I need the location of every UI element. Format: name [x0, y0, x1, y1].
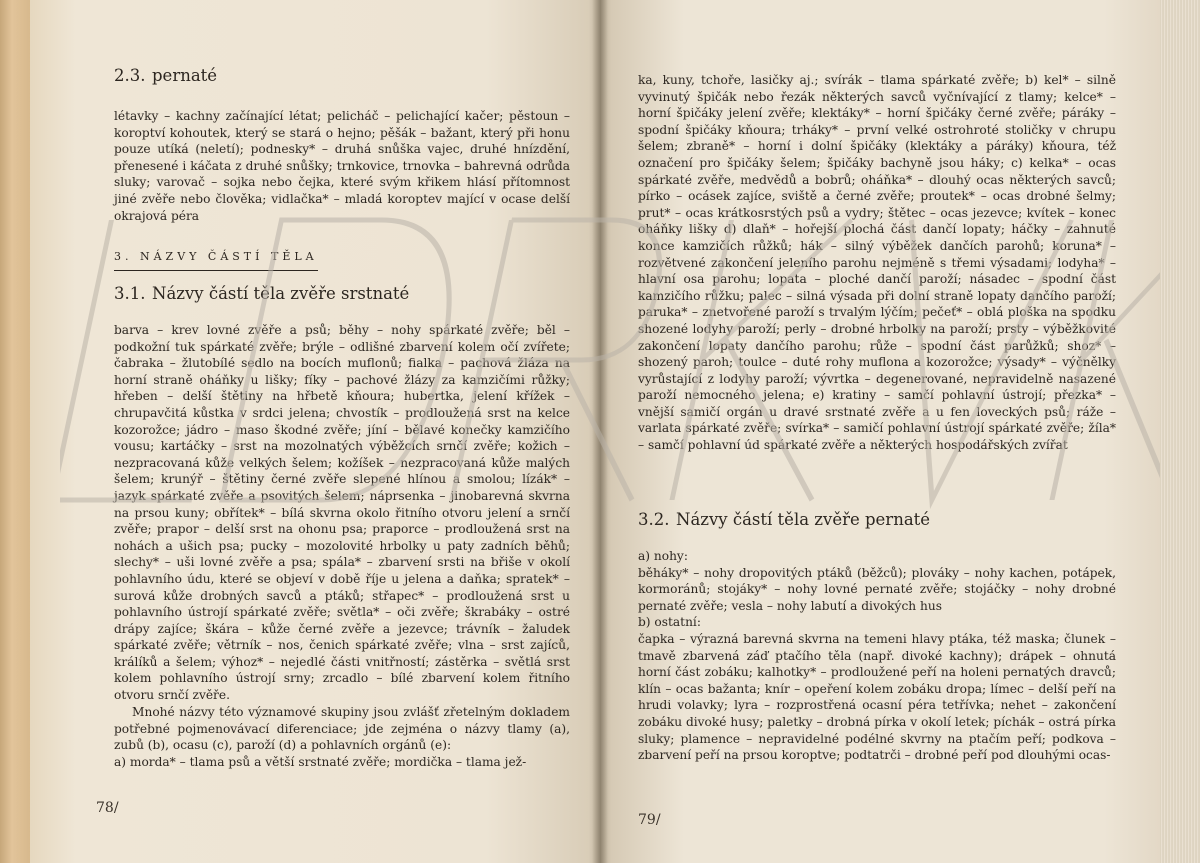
subsection-number: 3.1.	[114, 284, 146, 303]
srstnate-paragraph: barva – krev lovné zvěře a psů; běhy – nohy spárkaté zvěře; běl – podkožní tuk spárkaté zvěře; brýle – odlišné zbarvení kolem očí zvířete; čabraka – žlutobílé sedlo na bocích muflonů; fialka – pachová žláza na horní straně oháňky u lišky; fíky – pachové žlázy za kamzičími růžky; hřeben – delší štětiny na hřbetě kňoura; hubertka, jelení křížek – chrupavčitá kůstka v srdci jelena; chvostík – prodloužená srst na kelce kozorožce; jádro – maso škodné zvěře; jíní – bělavé konečky kamzičího vousu; kartáčky – srst na mozolnatých výběžcích srnčí zvěře; kožich – nezpracovaná kůže velkých šelem; kožíšek – nezpracovaná kůže malých šelem; krunýř – štětiny černé zvěře slepené hlínou a smolou; lízák* – jazyk spárkaté zvěře a psovitých šelem; náprsenka – jinobarevná skvrna na prsou kuny; obřítek* – bílá skvrna okolo řitního otvoru jelení a srnčí zvěře; prapor – delší srst na ohonu psa; praporce – prodloužená srst na nohách a ušich psa; pucky – mozolovité hrbolky u paty zadních běhů; slechy* – uši lovné zvěře a psa; spála* – zbarvení srsti na břiše v okolí pohlavního údu, které se objeví v době říje u jelena a daňka; spratek* – surová kůže drobných savců a ptáků; střapec* – prodloužená srst u pohlavního ústrojí spárkaté zvěře; světla* – oči zvěře; škrabáky – ostré drápy zajíce; škára – kůže černé zvěře a jezevce; trávník – žaludek spárkaté zvěře; větrník – nos, čenich spárkaté zvěře; vlna – srst zajíců, králíků a šelem; výhoz* – nejedlé části vnitřností; zástěrka – světlá srst kolem pohlavního ústrojí srny; zrcadlo – bílé zbarvení kolem řitního otvoru srnčí zvěře.	[114, 323, 570, 703]
section-title: pernaté	[152, 66, 218, 85]
pernate-paragraph: létavky – kachny začínající létat; pelicháč – pelichající kačer; pěstoun – koroptví kohoutek, který se stará o hejno; pěšák – bažant, který při honu pouze utíká (neletí); podnesky* – druhá snůška vajec, druhé hnízdění, přenesené i káčata z druhé snůšky; trnkovice, trnovka – bahrevná odrůda sluky; varovač – sojka nebo čejka, které svým křikem hlásí přítomnost jiné zvěře nebo člověka; vidlačka* – mladá koroptev mající v ocase delší okrajová péra	[114, 109, 570, 223]
part-b-label: b) ostatní:	[638, 615, 701, 630]
book-edge-left	[0, 0, 30, 863]
subsection-title: Názvy částí těla zvěře srstnaté	[152, 284, 410, 303]
last-line: a) morda* – tlama psů a větší srstnaté zvěře; mordička – tlama jež-	[114, 754, 527, 769]
book-spine-shadow	[592, 0, 608, 863]
teeth-tail-antler-definitions	[638, 72, 1116, 454]
part-a-text: běháky* – nohy dropovitých ptáků (běžců); plováky – nohy kachen, potápek, kormoránů; stojáky* – nohy lovné pernaté zvěře; stojáčky – nohy drobné pernaté zvěře; vesla – nohy labutí a divokých hus	[638, 565, 1116, 613]
part-a-label: a) nohy:	[638, 549, 688, 563]
chapter-heading	[114, 248, 570, 271]
section-number: 2.3.	[114, 66, 146, 85]
section-3-1-heading	[114, 286, 570, 303]
part-b-text: čapka – výrazná barevná skvrna na temeni hlavy ptáka, též maska; člunek – tmavě zbarvená záď ptačího těla (např. divoké kachny); drápek – ohnutá horní část zobáku; kalhotky* – prodloužené peří na holeni pernatých dravců; klín – ocas bažanta; knír – opeření kolem zobáku dropa; límec – delší peří na hrudi volavky; lyra – rozprostřená ocasní péra tetřívka; nehet – zakončení zobáku divoké husy; paletky – drobná pírka v okolí letek; píchák – ostrá pírka sluky; plamence – nepravidelné podélné skvrny na ptačím peří; podkova – zbarvení peří na prsou koroptve; podtatrči – drobné peří pod dlouhými ocas-	[638, 631, 1116, 763]
section-2-3-heading	[114, 68, 570, 85]
closing-text: Mnohé názvy této významové skupiny jsou zvlášť zřetelným dokladem potřebné pojmenovávací diferenciace; jde zejména o názvy tlamy (a), zubů (b), ocasu (c), paroží (d) a pohlavních orgánů (e):	[114, 705, 570, 753]
chapter-title: 3. NÁZVY ČÁSTÍ TĚLA	[114, 249, 318, 271]
pernate-definitions	[114, 108, 570, 224]
top-paragraph: ka, kuny, tchoře, lasičky aj.; svírák – tlama spárkaté zvěře; b) kel* – silně vyvinutý špičák nebo řezák některých savců vyčnívající z tlamy; kelce* – horní špičáky jelení zvěře; klektáky* – horní špičáky černé zvěře; páráky – spodní špičáky kňoura; trháky* – první velké ostrohroté stoličky v chrupu šelem; zbraně* – horní i dolní špičáky (klektáky a páráky) kňoura, též označení pro špičáky šelem; špičáky bachyně jsou háky; c) kelka* – ocas spárkaté zvěře, medvědů a bobrů; oháňka* – dlouhý ocas některých savců; pírko – ocásek zajíce, sviště a černé zvěře; proutek* – ocas drobné šelmy; prut* – ocas krátkosrstých psů a vydry; štětec – ocas jezevce; kvítek – konec oháňky lišky d) dlaň* – hořejší plochá část dančí lopaty; háčky – zahnuté konce kamzičích růžků; hák – silný výběžek dančích parohů; koruna* – rozvětvené zakončení jeleního parohu nejméně s třemi výsadami; lodyha* – hlavní osa parohu; lopata – ploché dančí paroží; násadec – spodní část kamzičího růžku; palec – silná výsada při dolní straně lopaty dančího paroží; paruka* – znetvořené paroží s trvalým lýčím; pečeť* – oblá ploška na spodku shozené lodyhy paroží; perly – drobné hrbolky na paroží; prsty – výběžkovité zakončení lopaty dančího parohu; růže – spodní část parůžků; shoz* – shozený paroh; toulce – duté rohy muflona a kozorožce; výsady* – výčnělky vyrůstající z lodyhy paroží; vývrtka – degenerované, nepravidelně nasazené paroží nemocného jelena; e) kratiny – samčí pohlavní ústrojí; přezka* – vnější samičí orgán u dravé srstnaté zvěře a u fen loveckých psů; ráže – varlata spárkaté zvěře; svírka* – samičí pohlavní ústrojí spárkaté zvěře; žíla* – samčí pohlavní úd spárkaté zvěře a některých hospodářských zvířat	[638, 73, 1116, 453]
feathered-definitions	[638, 548, 1116, 764]
subsection-number: 3.2.	[638, 510, 670, 529]
page-number: 78/	[96, 800, 119, 816]
section-3-2-heading	[638, 512, 1116, 529]
closing-paragraph	[114, 704, 570, 770]
srstnate-definitions	[114, 322, 570, 704]
right-page	[600, 0, 1160, 863]
page-number: 79/	[638, 812, 661, 828]
left-page	[30, 0, 600, 863]
book-edge-right	[1160, 0, 1200, 863]
subsection-title: Názvy částí těla zvěře pernaté	[676, 510, 931, 529]
